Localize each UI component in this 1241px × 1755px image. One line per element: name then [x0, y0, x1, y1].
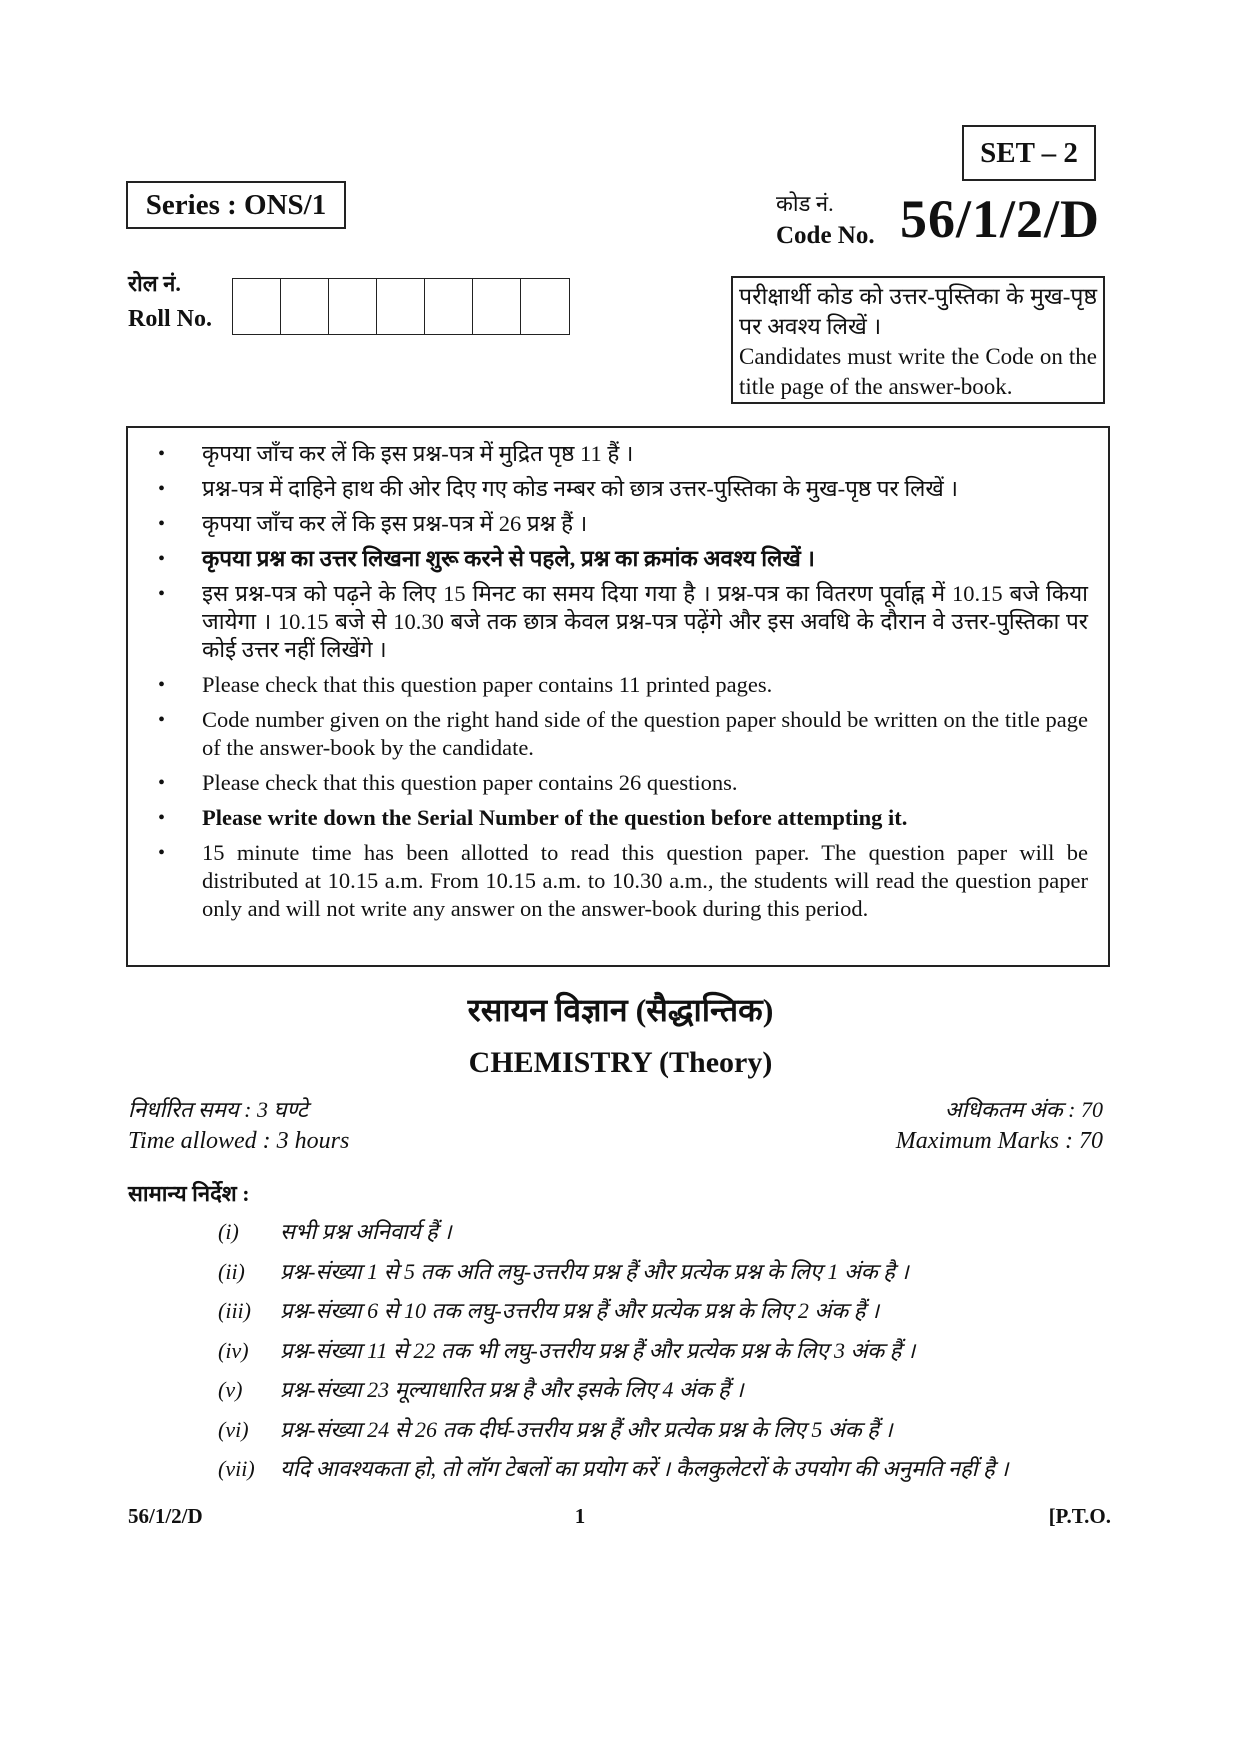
- instruction-item: [148, 440, 1088, 468]
- bullet-icon: •: [158, 807, 166, 829]
- roll-number-grid: [232, 278, 570, 335]
- bullet-icon: •: [158, 709, 166, 731]
- instruction-text: प्रश्न-पत्र में दाहिने हाथ की ओर दिए गए कोड नम्बर को छात्र उत्तर-पुस्तिका के मुख-पृष्ठ पर लिखें ।: [202, 476, 958, 501]
- general-instruction-number: (iii): [218, 1298, 251, 1323]
- instruction-item: [148, 839, 1088, 923]
- general-instruction-item: [218, 1218, 1118, 1246]
- instruction-item: [148, 804, 1088, 832]
- instruction-text: कृपया जाँच कर लें कि इस प्रश्न-पत्र में 26 प्रश्न हैं ।: [202, 511, 588, 536]
- instruction-text: 15 minute time has been allotted to read this question paper. The question paper will be distributed at 10.15 a.m. From 10.15 a.m. to 10.30 a.m., the students will read the question paper only and will not write any answer on the answer-book during this period.: [202, 840, 1088, 921]
- general-instruction-number: (iv): [218, 1337, 249, 1363]
- general-instructions-heading: सामान्य निर्देश :: [128, 1181, 250, 1206]
- general-instruction-item: [218, 1337, 1118, 1365]
- instructions-box: [126, 426, 1110, 967]
- maximum-marks-hindi: अधिकतम अंक : 70: [944, 1097, 1103, 1122]
- candidate-note-hindi: परीक्षार्थी कोड को उत्तर-पुस्तिका के मुख-पृष्ठ पर अवश्य लिखें ।: [739, 284, 1097, 339]
- general-instruction-item: [218, 1455, 1118, 1483]
- bullet-icon: •: [158, 674, 166, 696]
- footer-code: 56/1/2/D: [128, 1504, 203, 1528]
- bullet-icon: •: [158, 478, 166, 500]
- roll-number-cell: [329, 279, 377, 334]
- roll-number-cell: [377, 279, 425, 334]
- general-instruction-text: प्रश्न-संख्या 11 से 22 तक भी लघु-उत्तरीय प्रश्न हैं और प्रत्येक प्रश्न के लिए 3 अंक हैं ।: [280, 1337, 916, 1363]
- bullet-icon: •: [158, 842, 166, 864]
- roll-label-hindi: रोल नं.: [128, 271, 181, 296]
- instruction-text: Please write down the Serial Number of the question before attempting it.: [202, 805, 908, 830]
- roll-number-cell: [233, 279, 281, 334]
- instruction-item: [148, 580, 1088, 664]
- code-label: Code No.: [776, 222, 875, 249]
- instruction-item: [148, 545, 1088, 573]
- instruction-item: [148, 475, 1088, 503]
- instruction-text: Please check that this question paper contains 26 questions.: [202, 770, 738, 795]
- instruction-text: कृपया जाँच कर लें कि इस प्रश्न-पत्र में मुद्रित पृष्ठ 11 हैं ।: [202, 441, 634, 466]
- pto-label: [P.T.O.: [1048, 1504, 1111, 1528]
- general-instruction-number: (vi): [218, 1416, 249, 1442]
- code-number: 56/1/2/D: [900, 189, 1101, 249]
- instruction-text: इस प्रश्न-पत्र को पढ़ने के लिए 15 मिनट का समय दिया गया है । प्रश्न-पत्र का वितरण पूर्वाह्न में 10.15 बजे किया जायेगा । 10.15 बजे से 10.30 बजे तक छात्र केवल प्रश्न-पत्र पढ़ेंगे और इस अवधि के दौरान वे उत्तर-पुस्तिका पर कोई उत्तर नहीं लिखेंगे ।: [202, 581, 1088, 662]
- series-label: Series : ONS/1: [126, 181, 346, 229]
- subject-title: CHEMISTRY (Theory): [468, 1046, 773, 1079]
- general-instruction-text: यदि आवश्यकता हो, तो लॉग टेबलों का प्रयोग करें । कैलकुलेटरों के उपयोग की अनुमति नहीं है ।: [280, 1456, 1009, 1481]
- general-instruction-number: (vii): [218, 1456, 255, 1481]
- instruction-text: कृपया प्रश्न का उत्तर लिखना शुरू करने से पहले, प्रश्न का क्रमांक अवश्य लिखें ।: [202, 546, 815, 571]
- maximum-marks: Maximum Marks : 70: [895, 1128, 1103, 1154]
- instruction-text: Please check that this question paper contains 11 printed pages.: [202, 672, 773, 697]
- general-instruction-item: [218, 1416, 1118, 1444]
- set-label: SET – 2: [962, 125, 1096, 181]
- instruction-text: Code number given on the right hand side of the question paper should be written on the title page of the answer-book by the candidate.: [202, 707, 1088, 760]
- general-instruction-item: [218, 1376, 1118, 1404]
- instruction-item: [148, 510, 1088, 538]
- general-instruction-text: प्रश्न-संख्या 6 से 10 तक लघु-उत्तरीय प्रश्न हैं और प्रत्येक प्रश्न के लिए 2 अंक हैं ।: [280, 1298, 880, 1323]
- instruction-item: [148, 706, 1088, 762]
- general-instruction-number: (ii): [218, 1258, 245, 1284]
- roll-number-cell: [281, 279, 329, 334]
- roll-label: Roll No.: [128, 306, 212, 332]
- candidate-note: [731, 276, 1105, 404]
- general-instruction-number: (i): [218, 1219, 239, 1244]
- roll-number-cell: [473, 279, 521, 334]
- time-allowed: Time allowed : 3 hours: [128, 1128, 350, 1154]
- bullet-icon: •: [158, 583, 166, 605]
- general-instruction-text: सभी प्रश्न अनिवार्य हैं ।: [280, 1219, 452, 1244]
- general-instructions-list: [218, 1218, 1118, 1495]
- general-instruction-item: [218, 1297, 1118, 1325]
- instruction-item: [148, 769, 1088, 797]
- bullet-icon: •: [158, 772, 166, 794]
- general-instruction-number: (v): [218, 1377, 243, 1402]
- instruction-item: [148, 671, 1088, 699]
- bullet-icon: •: [158, 443, 166, 465]
- bullet-icon: •: [158, 548, 166, 570]
- page-number: 1: [574, 1504, 586, 1528]
- roll-number-cell: [521, 279, 569, 334]
- bullet-icon: •: [158, 513, 166, 535]
- general-instruction-text: प्रश्न-संख्या 1 से 5 तक अति लघु-उत्तरीय प्रश्न हैं और प्रत्येक प्रश्न के लिए 1 अंक है ।: [280, 1258, 909, 1284]
- general-instruction-item: [218, 1258, 1118, 1286]
- time-allowed-hindi: निर्धारित समय : 3 घण्टे: [128, 1097, 308, 1122]
- candidate-note-english: Candidates must write the Code on the title page of the answer-book.: [739, 344, 1097, 399]
- general-instruction-text: प्रश्न-संख्या 24 से 26 तक दीर्घ-उत्तरीय प्रश्न हैं और प्रत्येक प्रश्न के लिए 5 अंक हैं ।: [280, 1416, 893, 1442]
- subject-title-hindi: रसायन विज्ञान (सैद्धान्तिक): [467, 992, 774, 1028]
- roll-number-cell: [425, 279, 473, 334]
- general-instruction-text: प्रश्न-संख्या 23 मूल्याधारित प्रश्न है और इसके लिए 4 अंक हैं ।: [280, 1377, 744, 1402]
- code-label-hindi: कोड नं.: [776, 191, 834, 216]
